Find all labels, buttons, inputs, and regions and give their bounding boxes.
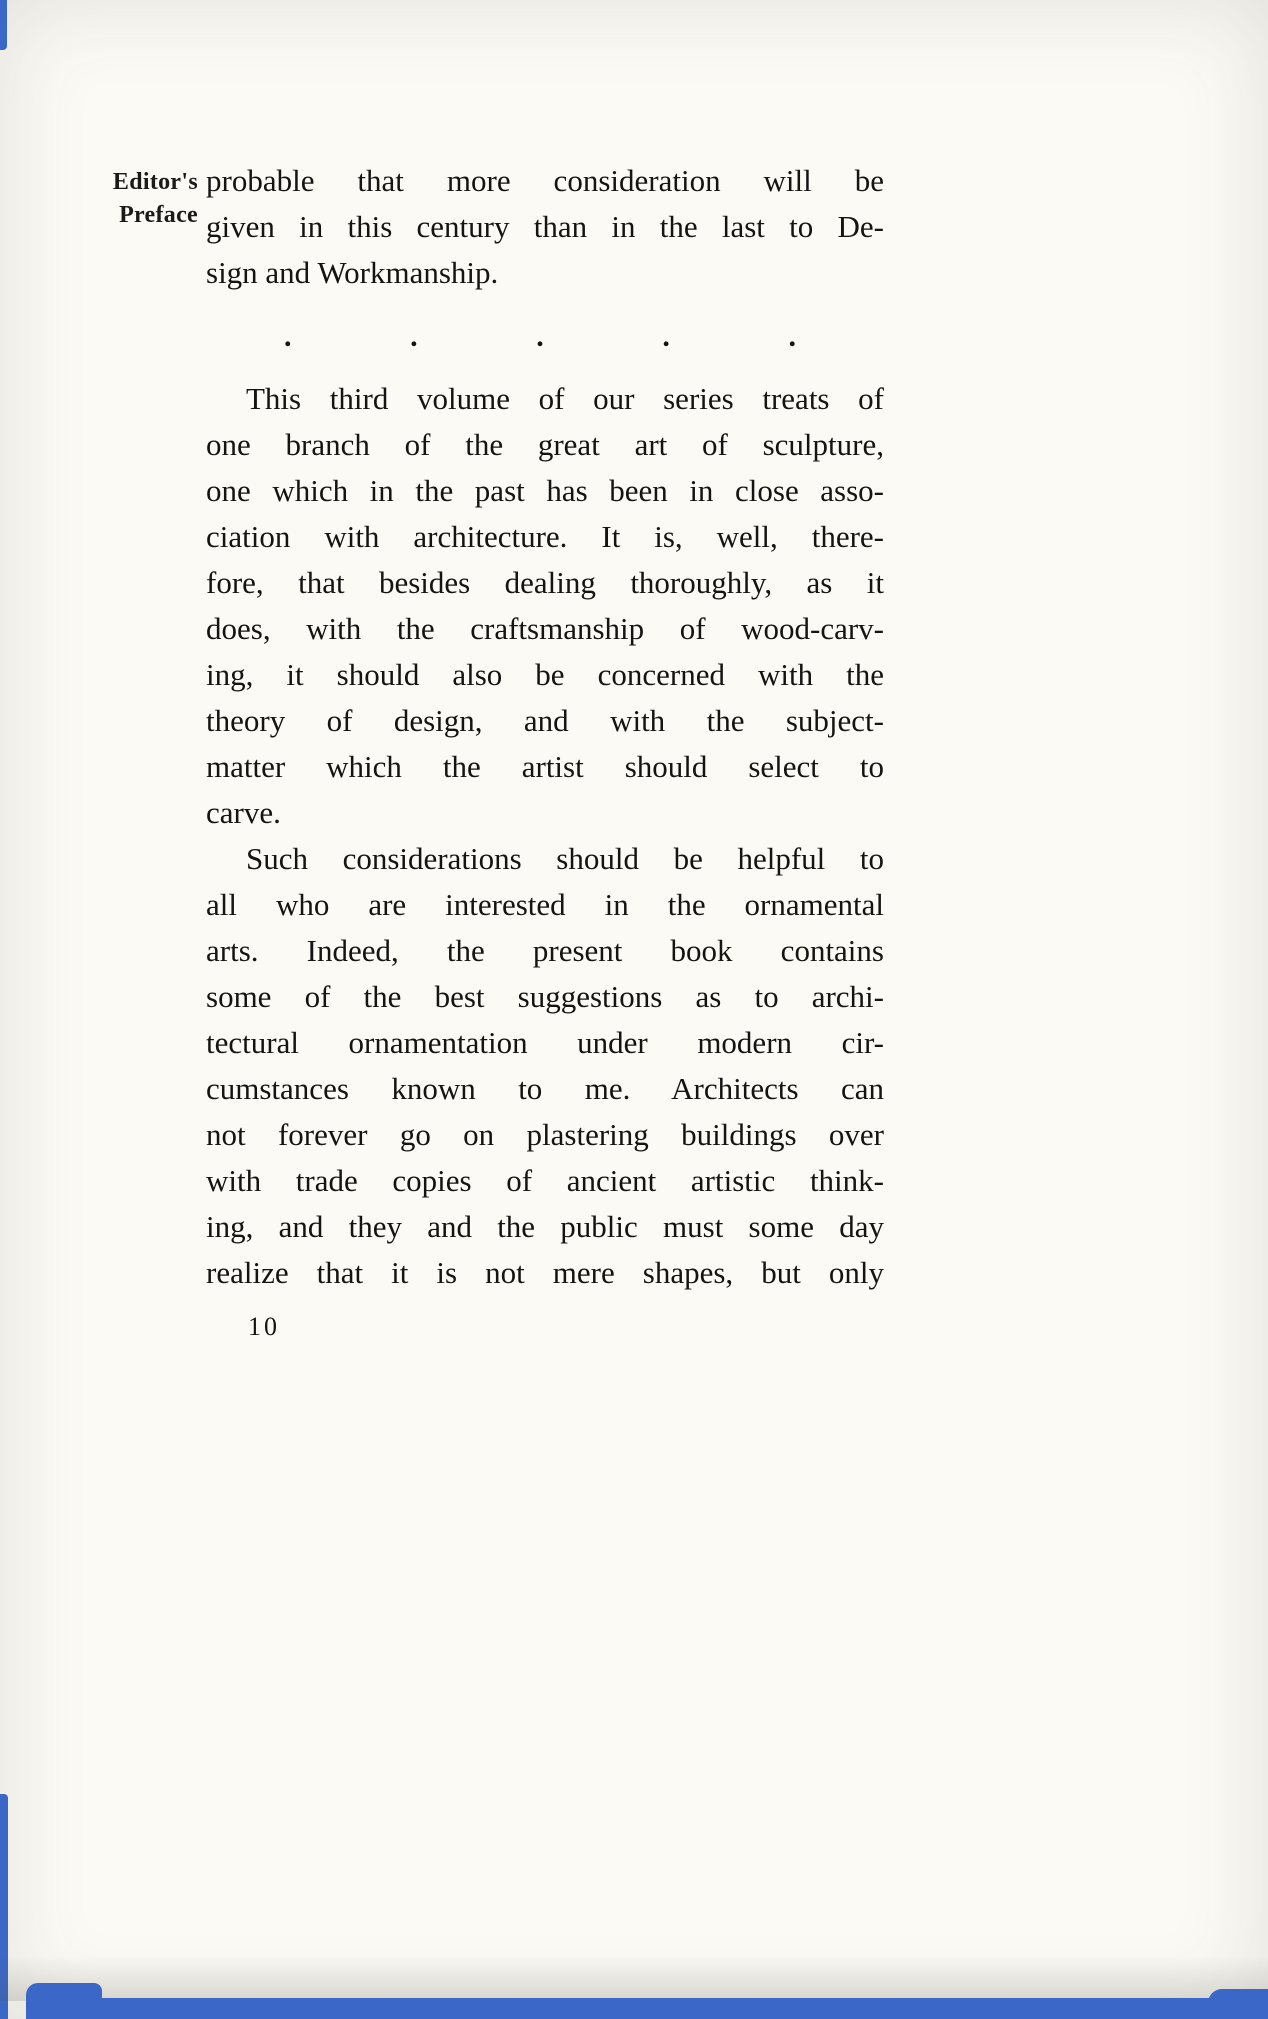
separator-dot: . [662,320,670,353]
text-line: does, with the craftsmanship of wood-carv- [206,611,884,646]
page-bottom-shadow [0,1955,1268,2001]
text-line: one which in the past has been in close asso- [206,473,884,508]
margin-note [78,166,198,232]
text-line: with trade copies of ancient artistic think- [206,1163,884,1198]
paragraph-second [206,376,884,836]
text-line: fore, that besides dealing thoroughly, as it [206,565,884,600]
text-line: one branch of the great art of sculpture, [206,427,884,462]
text-line: matter which the artist should select to [206,749,884,784]
text-line: ing, and they and the public must some day [206,1209,884,1244]
text-block [206,158,884,1350]
text-line: realize that it is not mere shapes, but only [206,1255,884,1290]
text-line: all who are interested in the ornamental [206,887,884,922]
text-line: carve. [206,795,281,830]
scan-edge-artifact-bottom-right [1208,1989,1268,2019]
text-line: tectural ornamentation under modern cir- [206,1025,884,1060]
text-line: sign and Workmanship. [206,255,499,290]
separator-dot: . [284,320,292,353]
text-line: cumstances known to me. Architects can [206,1071,884,1106]
scan-edge-artifact-bottom [26,1998,1268,2019]
text-line: theory of design, and with the subject- [206,703,884,738]
margin-note-line-1: Editor's [112,169,198,195]
text-line: ciation with architecture. It is, well, there- [206,519,884,554]
text-line: This third volume of our series treats of [246,381,884,416]
section-separator [206,296,884,376]
text-line: probable that more consideration will be [206,163,884,198]
separator-dot: . [410,320,418,353]
margin-note-line-2: Preface [119,202,198,228]
separator-dot: . [788,320,796,353]
paragraph-third [206,836,884,1296]
paragraph-opening [206,158,884,296]
text-line: arts. Indeed, the present book contains [206,933,884,968]
scan-edge-artifact-top-left [0,0,7,50]
scan-edge-artifact-bottom-left [26,1983,102,2019]
text-line: Such considerations should be helpful to [246,841,884,876]
text-line: ing, it should also be concerned with the [206,657,884,692]
text-line: some of the best suggestions as to archi- [206,979,884,1014]
separator-dot: . [536,320,544,353]
text-line: not forever go on plastering buildings over [206,1117,884,1152]
text-line: given in this century than in the last to De- [206,209,884,244]
page-number: 10 [248,1312,280,1341]
